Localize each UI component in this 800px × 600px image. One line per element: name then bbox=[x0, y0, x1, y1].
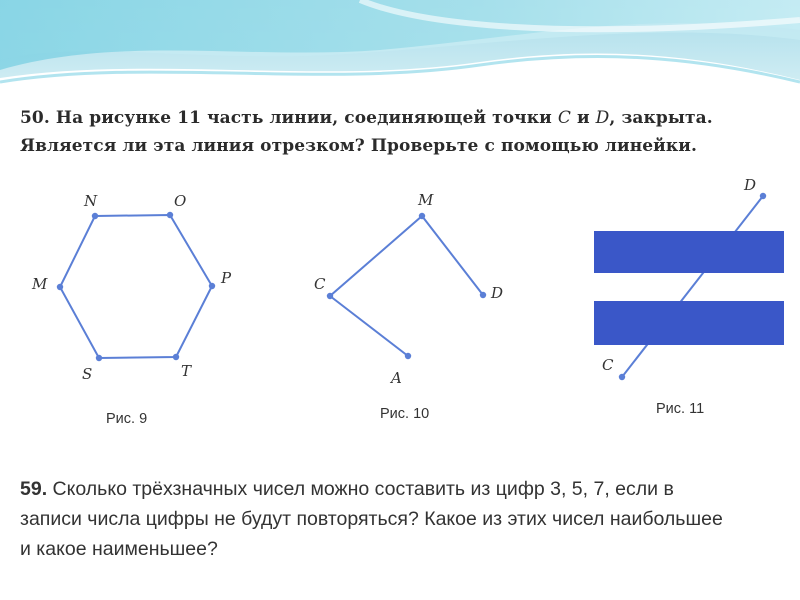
point-p bbox=[209, 283, 215, 289]
point-c bbox=[327, 293, 333, 299]
fig9-label-n: N bbox=[84, 192, 98, 210]
problem-59-text-1: Сколько трёхзначных чисел можно составить из цифр 3, 5, 7, если в bbox=[52, 478, 674, 500]
segment-cd bbox=[622, 196, 763, 377]
figure-11-segment bbox=[622, 196, 763, 377]
point-t bbox=[173, 354, 179, 360]
fig11-label-c: C bbox=[602, 356, 614, 374]
problem-50-and: и bbox=[570, 108, 596, 128]
problem-59-number: 59. bbox=[20, 478, 48, 500]
fig10-caption: Рис. 10 bbox=[380, 406, 430, 422]
broken-line-amcd bbox=[330, 216, 483, 356]
point-c-label: C bbox=[557, 108, 571, 128]
point-d-label: D bbox=[595, 108, 610, 128]
point-d bbox=[480, 292, 486, 298]
point-d bbox=[760, 193, 766, 199]
point-m bbox=[57, 284, 63, 290]
fig9-label-t: T bbox=[181, 362, 192, 380]
point-c bbox=[619, 374, 625, 380]
fig10-label-d: D bbox=[491, 284, 504, 302]
problem-59-line-1 bbox=[20, 474, 790, 504]
figure-10-points bbox=[327, 213, 486, 359]
point-o bbox=[167, 212, 173, 218]
fig9-label-o: O bbox=[174, 192, 187, 210]
point-n bbox=[92, 213, 98, 219]
point-a bbox=[405, 353, 411, 359]
hexagon-outline bbox=[60, 215, 212, 358]
covering-band-top bbox=[594, 231, 784, 273]
fig11-label-d: D bbox=[744, 176, 757, 194]
point-s bbox=[96, 355, 102, 361]
figure-9-points bbox=[57, 212, 215, 361]
covering-band-bottom bbox=[594, 301, 784, 345]
problem-50-text-a: На рисунке 11 часть линии, соединяющей точки bbox=[55, 108, 558, 128]
problem-59-line-3: и какое наименьшее? bbox=[20, 538, 218, 560]
problem-59 bbox=[20, 474, 790, 564]
fig10-label-m: M bbox=[418, 191, 434, 209]
fig11-caption: Рис. 11 bbox=[656, 401, 705, 417]
problem-50-text-b: , закрыта. bbox=[609, 108, 713, 128]
fig9-caption: Рис. 9 bbox=[106, 411, 148, 427]
fig10-label-c: C bbox=[314, 275, 326, 293]
problem-50-number: 50. bbox=[20, 108, 50, 128]
fig9-label-s: S bbox=[82, 365, 93, 383]
fig9-label-p: P bbox=[221, 269, 232, 287]
point-m bbox=[419, 213, 425, 219]
figure-9-hexagon bbox=[60, 215, 212, 358]
fig9-label-m: M bbox=[32, 275, 48, 293]
fig10-label-a: A bbox=[391, 369, 402, 387]
figure-10-broken-line bbox=[330, 216, 483, 356]
problem-50-line-2: Является ли эта линия отрезком? Проверьте с помощью линейки. bbox=[20, 136, 697, 156]
problem-59-line-2: записи числа цифры не будут повторяться? Какое из этих чисел наибольшее bbox=[20, 508, 723, 530]
